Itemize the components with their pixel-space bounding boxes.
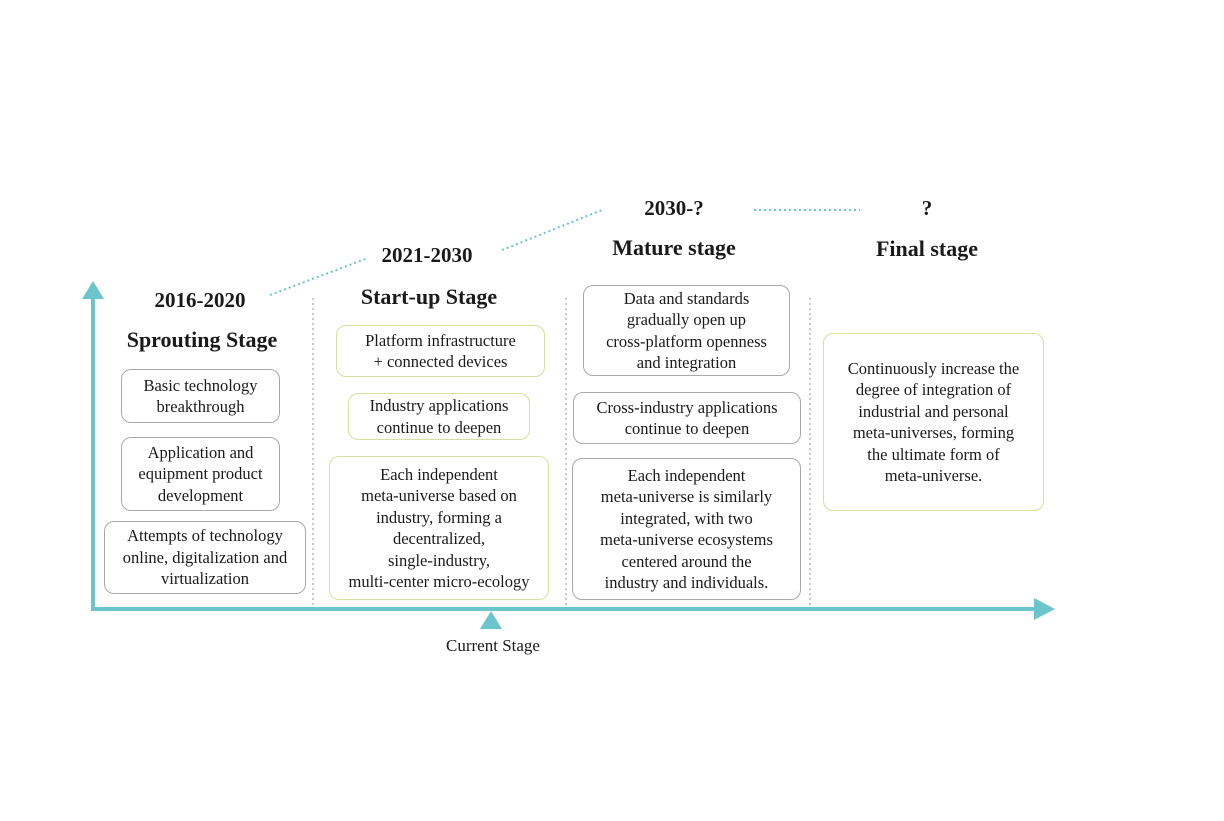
stage-3-title: Mature stage (612, 235, 736, 260)
stage-3-item-3: Each independent meta-universe is similarly integrated, with two meta-universe ecosystems centered around the industry and individuals. (572, 458, 801, 600)
stage-4-item-1: Continuously increase the degree of integration of industrial and personal meta-universes, forming the ultimate form of meta-universe. (823, 333, 1044, 511)
stage-3-period: 2030-? (644, 196, 704, 220)
stage-3-item-1: Data and standards gradually open up cross-platform openness and integration (583, 285, 790, 376)
stage-4-period: ? (921, 196, 933, 220)
current-stage-marker (480, 611, 502, 629)
stage-4-title: Final stage (875, 236, 979, 261)
y-axis-arrowhead (82, 281, 104, 299)
stage-3-item-2: Cross-industry applications continue to deepen (573, 392, 801, 444)
stage-2-period: 2021-2030 (381, 243, 473, 267)
stage-2-item-2: Industry applications continue to deepen (348, 393, 530, 440)
current-stage-label: Current Stage (446, 636, 540, 655)
x-axis-arrowhead (1034, 598, 1055, 620)
stage-1-item-1: Basic technology breakthrough (121, 369, 280, 423)
stage-2-item-3: Each independent meta-universe based on industry, forming a decentralized, single-industry, multi-center micro-ecology (329, 456, 549, 600)
stage-1-period: 2016-2020 (154, 288, 246, 312)
stage-2-title: Start-up Stage (360, 284, 498, 309)
stage-1-title: Sprouting Stage (126, 327, 278, 352)
stage-1-item-3: Attempts of technology online, digitalization and virtualization (104, 521, 306, 594)
stage-2-item-1: Platform infrastructure + connected devices (336, 325, 545, 377)
stage-1-item-2: Application and equipment product development (121, 437, 280, 511)
